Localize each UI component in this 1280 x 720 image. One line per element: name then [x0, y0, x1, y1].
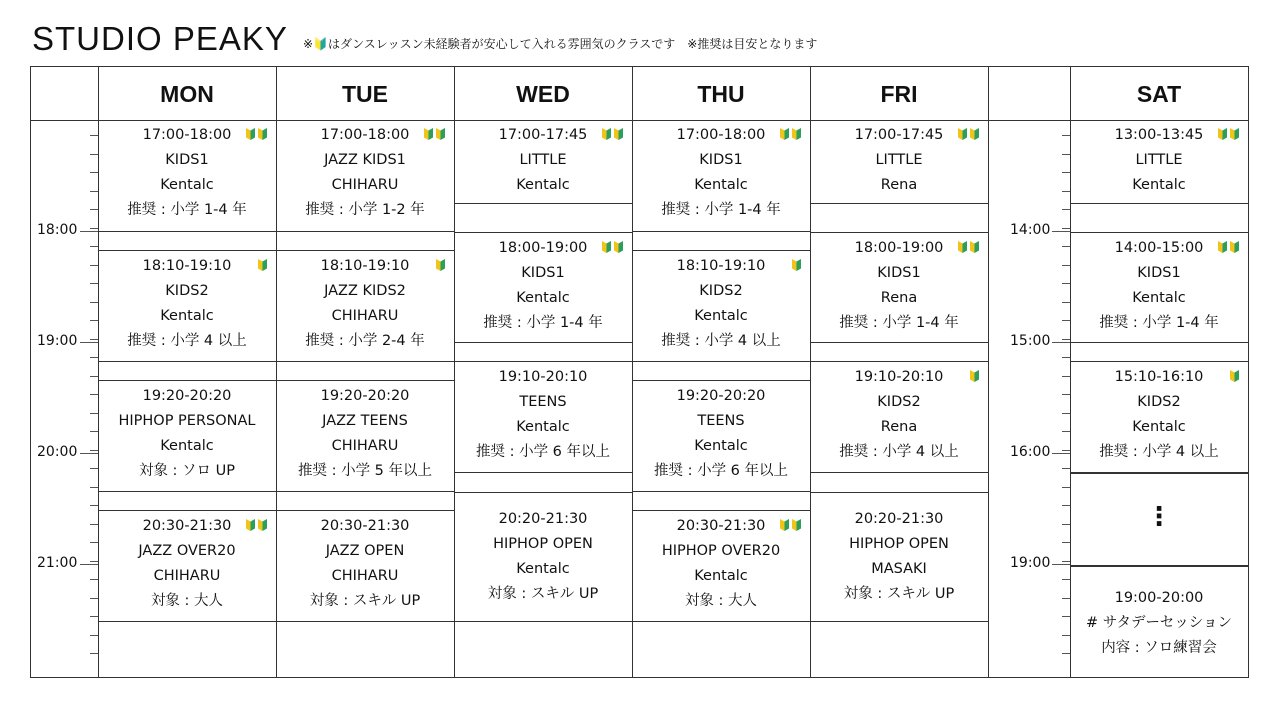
beginner-marks: [1217, 240, 1240, 254]
class-note: 推奨 : 小学 4 以上: [839, 444, 959, 460]
beginner-mark-icon: [779, 127, 790, 141]
class-note: 推奨 : 小学 6 年以上: [653, 463, 789, 479]
beginner-mark-icon: [791, 258, 802, 272]
time-tick: [1062, 505, 1070, 506]
beginner-mark-icon: [969, 240, 980, 254]
class-cell[interactable]: [276, 380, 454, 492]
class-note: 推奨 : 小学 2-4 年: [305, 333, 425, 349]
class-time: 19:10-20:10: [854, 369, 944, 385]
class-name: LITTLE: [875, 152, 923, 168]
time-tick: [1062, 357, 1070, 358]
class-note: 対象 : 大人: [684, 593, 758, 609]
beginner-marks: [601, 240, 624, 254]
time-tick: [1062, 635, 1070, 636]
beginner-marks: [1229, 369, 1240, 383]
time-tick: [1062, 154, 1070, 155]
beginner-marks: [423, 127, 446, 141]
time-tick: [1062, 598, 1070, 599]
time-tick: [1062, 468, 1070, 469]
class-name: KIDS2: [877, 394, 921, 410]
time-tick: [1062, 616, 1070, 617]
beginner-mark-icon: [423, 127, 434, 141]
class-instructor: Kentalc: [694, 177, 748, 193]
class-name: HIPHOP OPEN: [493, 536, 593, 552]
class-name: KIDS2: [1137, 394, 1181, 410]
time-tick: [1062, 339, 1070, 340]
time-tick: [1062, 265, 1070, 266]
class-name: HIPHOP OVER20: [661, 543, 781, 559]
class-name: JAZZ TEENS: [322, 413, 408, 429]
time-tick: [90, 524, 98, 525]
class-cell[interactable]: [810, 492, 988, 622]
class-time: 18:10-19:10: [142, 258, 232, 274]
class-cell[interactable]: [454, 120, 632, 204]
beginner-mark-icon: [1217, 127, 1228, 141]
time-tick: [90, 561, 98, 562]
beginner-marks: [245, 518, 268, 532]
class-cell[interactable]: [454, 492, 632, 622]
time-tick: [1062, 209, 1070, 210]
class-name: HIPHOP OPEN: [849, 536, 949, 552]
time-tick: [90, 616, 98, 617]
time-tick-major: [80, 231, 98, 232]
beginner-marks: [779, 127, 802, 141]
continuation-dots: ⋮: [1146, 502, 1172, 532]
class-name: JAZZ OVER20: [138, 543, 236, 559]
beginner-marks: [245, 127, 268, 141]
class-instructor: 内容 : ソロ練習会: [1101, 640, 1217, 656]
class-note: 推奨 : 小学 1-4 年: [661, 202, 781, 218]
class-cell[interactable]: [98, 380, 276, 492]
beginner-mark-icon: [957, 127, 968, 141]
class-note: 対象 : スキル UP: [487, 586, 599, 602]
day-header-tue: TUE: [342, 80, 388, 107]
class-name: LITTLE: [1135, 152, 1183, 168]
class-note: 対象 : ソロ UP: [138, 463, 236, 479]
class-note: 推奨 : 小学 1-4 年: [1099, 315, 1219, 331]
beginner-mark-icon: [245, 127, 256, 141]
time-label: 21:00: [37, 555, 78, 571]
class-time: 17:00-18:00: [142, 127, 232, 143]
time-tick: [90, 228, 98, 229]
class-instructor: Kentalc: [1132, 419, 1186, 435]
class-instructor: Kentalc: [160, 308, 214, 324]
class-instructor: Rena: [880, 290, 918, 306]
beginner-marks: [601, 127, 624, 141]
class-time: 20:20-21:30: [854, 511, 944, 527]
class-cell[interactable]: [1070, 473, 1248, 566]
class-instructor: CHIHARU: [331, 308, 399, 324]
class-time: 18:10-19:10: [320, 258, 410, 274]
class-cell[interactable]: [276, 250, 454, 362]
header-note: ※🔰はダンスレッスン未経験者が安心して入れる雰囲気のクラスです ※推奨は目安となります: [303, 37, 818, 51]
class-note: 対象 : スキル UP: [309, 593, 421, 609]
class-instructor: Kentalc: [1132, 177, 1186, 193]
time-label: 16:00: [1010, 444, 1051, 460]
class-cell[interactable]: [1070, 361, 1248, 473]
time-tick-major: [80, 564, 98, 565]
studio-title: STUDIO PEAKY: [32, 20, 288, 57]
time-tick: [1062, 579, 1070, 580]
time-tick-major: [1052, 453, 1070, 454]
day-header-fri: FRI: [880, 80, 918, 107]
time-tick: [90, 357, 98, 358]
class-name: KIDS1: [877, 265, 921, 281]
class-cell[interactable]: [454, 232, 632, 343]
class-time: 14:00-15:00: [1114, 240, 1204, 256]
class-cell[interactable]: [632, 120, 810, 232]
beginner-marks: [969, 369, 980, 383]
time-tick: [1062, 653, 1070, 654]
time-tick: [90, 635, 98, 636]
time-label: 19:00: [37, 333, 78, 349]
class-instructor: Kentalc: [1132, 290, 1186, 306]
time-label: 14:00: [1010, 222, 1051, 238]
class-instructor: Kentalc: [694, 308, 748, 324]
beginner-marks: [435, 258, 446, 272]
beginner-marks: [257, 258, 268, 272]
beginner-mark-icon: [257, 127, 268, 141]
time-tick: [1062, 376, 1070, 377]
time-tick-major: [1052, 564, 1070, 565]
beginner-mark-icon: [1229, 240, 1240, 254]
time-tick: [90, 450, 98, 451]
class-time: 17:00-18:00: [320, 127, 410, 143]
time-tick: [90, 172, 98, 173]
class-note: 推奨 : 小学 4 以上: [127, 333, 247, 349]
time-tick: [90, 653, 98, 654]
class-note: 推奨 : 小学 4 以上: [661, 333, 781, 349]
time-tick: [90, 376, 98, 377]
time-tick: [1062, 561, 1070, 562]
time-tick: [1062, 487, 1070, 488]
class-cell[interactable]: [454, 361, 632, 473]
class-note: 対象 : 大人: [150, 593, 224, 609]
time-tick: [1062, 524, 1070, 525]
time-tick: [1062, 320, 1070, 321]
class-instructor: CHIHARU: [331, 438, 399, 454]
class-time: 20:30-21:30: [142, 518, 232, 534]
beginner-mark-icon: [613, 127, 624, 141]
class-cell[interactable]: [1070, 120, 1248, 204]
time-tick: [90, 191, 98, 192]
class-name: JAZZ OPEN: [325, 543, 405, 559]
class-time: 18:00-19:00: [854, 240, 944, 256]
class-cell[interactable]: [1070, 566, 1248, 677]
time-tick: [1062, 302, 1070, 303]
time-tick: [90, 579, 98, 580]
class-name: LITTLE: [519, 152, 567, 168]
class-cell[interactable]: [276, 120, 454, 232]
time-tick: [90, 505, 98, 506]
beginner-mark-icon: [791, 518, 802, 532]
time-tick-major: [80, 342, 98, 343]
class-instructor: MASAKI: [871, 561, 927, 577]
beginner-marks: [791, 258, 802, 272]
time-tick: [90, 431, 98, 432]
class-instructor: Kentalc: [516, 561, 570, 577]
class-cell[interactable]: [810, 232, 988, 343]
time-tick: [1062, 246, 1070, 247]
class-note: 推奨 : 小学 1-2 年: [305, 202, 425, 218]
beginner-mark-icon: [791, 127, 802, 141]
class-name: KIDS2: [699, 283, 743, 299]
class-cell[interactable]: [276, 510, 454, 622]
class-instructor: Rena: [880, 419, 918, 435]
beginner-mark-icon: [257, 258, 268, 272]
class-instructor: Kentalc: [694, 438, 748, 454]
time-tick: [90, 487, 98, 488]
class-cell[interactable]: [632, 510, 810, 622]
time-tick: [1062, 172, 1070, 173]
beginner-mark-icon: [435, 258, 446, 272]
class-time: 15:10-16:10: [1114, 369, 1204, 385]
class-name: JAZZ KIDS2: [324, 283, 406, 299]
class-cell[interactable]: [810, 361, 988, 473]
time-tick-major: [80, 453, 98, 454]
beginner-mark-icon: [1217, 240, 1228, 254]
time-tick: [1062, 191, 1070, 192]
class-instructor: Kentalc: [516, 419, 570, 435]
time-tick: [90, 154, 98, 155]
class-instructor: Kentalc: [516, 290, 570, 306]
class-time: 20:30-21:30: [676, 518, 766, 534]
class-instructor: CHIHARU: [331, 568, 399, 584]
class-time: 20:20-21:30: [498, 511, 588, 527]
class-note: 対象 : スキル UP: [843, 586, 955, 602]
class-time: 17:00-18:00: [676, 127, 766, 143]
time-tick: [90, 246, 98, 247]
time-tick: [1062, 413, 1070, 414]
day-header-wed: WED: [516, 80, 570, 107]
class-instructor: Rena: [880, 177, 918, 193]
time-tick: [90, 302, 98, 303]
class-instructor: Kentalc: [160, 438, 214, 454]
class-note: 推奨 : 小学 1-4 年: [483, 315, 603, 331]
class-cell[interactable]: [632, 250, 810, 362]
class-time: 19:20-20:20: [676, 388, 766, 404]
beginner-mark-icon: [957, 240, 968, 254]
time-tick: [1062, 450, 1070, 451]
class-cell[interactable]: [810, 120, 988, 204]
beginner-mark-icon: [257, 518, 268, 532]
class-note: 推奨 : 小学 1-4 年: [839, 315, 959, 331]
beginner-mark-icon: [969, 127, 980, 141]
beginner-mark-icon: [1229, 127, 1240, 141]
beginner-mark-icon: [1229, 369, 1240, 383]
beginner-mark-icon: [779, 518, 790, 532]
class-name: # サタデーセッション: [1086, 615, 1232, 631]
class-time: 19:20-20:20: [142, 388, 232, 404]
time-label: 19:00: [1010, 555, 1051, 571]
day-header-thu: THU: [697, 80, 745, 107]
time-tick: [90, 413, 98, 414]
time-tick: [1062, 542, 1070, 543]
class-cell[interactable]: [98, 250, 276, 362]
beginner-marks: [957, 240, 980, 254]
time-label: 18:00: [37, 222, 78, 238]
class-time: 20:30-21:30: [320, 518, 410, 534]
time-tick: [90, 283, 98, 284]
time-tick: [1062, 228, 1070, 229]
time-tick: [90, 468, 98, 469]
time-tick-major: [1052, 342, 1070, 343]
time-tick: [1062, 394, 1070, 395]
class-name: HIPHOP PERSONAL: [118, 413, 256, 429]
class-note: 推奨 : 小学 6 年以上: [475, 444, 611, 460]
day-header-sat: SAT: [1136, 80, 1182, 107]
time-tick: [90, 394, 98, 395]
beginner-mark-icon: [601, 127, 612, 141]
time-tick: [90, 209, 98, 210]
class-time: 18:10-19:10: [676, 258, 766, 274]
time-tick: [1062, 135, 1070, 136]
class-cell[interactable]: [98, 120, 276, 232]
time-tick: [1062, 431, 1070, 432]
class-name: TEENS: [519, 394, 567, 410]
class-time: 17:00-17:45: [498, 127, 588, 143]
time-tick: [90, 542, 98, 543]
class-time: 18:00-19:00: [498, 240, 588, 256]
class-cell[interactable]: [632, 380, 810, 492]
class-note: 推奨 : 小学 4 以上: [1099, 444, 1219, 460]
time-label: 20:00: [37, 444, 78, 460]
beginner-marks: [957, 127, 980, 141]
beginner-mark-icon: [601, 240, 612, 254]
class-time: 17:00-17:45: [854, 127, 944, 143]
time-tick: [90, 598, 98, 599]
class-name: KIDS1: [165, 152, 209, 168]
class-name: KIDS1: [1137, 265, 1181, 281]
class-instructor: CHIHARU: [331, 177, 399, 193]
time-tick: [90, 339, 98, 340]
class-instructor: Kentalc: [516, 177, 570, 193]
class-instructor: CHIHARU: [153, 568, 221, 584]
class-name: TEENS: [697, 413, 745, 429]
beginner-marks: [1217, 127, 1240, 141]
beginner-marks: [779, 518, 802, 532]
class-time: 19:00-20:00: [1114, 590, 1204, 606]
time-tick: [1062, 283, 1070, 284]
class-note: 推奨 : 小学 5 年以上: [297, 463, 433, 479]
beginner-mark-icon: [245, 518, 256, 532]
beginner-mark-icon: [435, 127, 446, 141]
class-cell[interactable]: [98, 510, 276, 622]
class-name: JAZZ KIDS1: [324, 152, 406, 168]
column-divider: [988, 66, 989, 677]
time-tick: [90, 135, 98, 136]
time-label: 15:00: [1010, 333, 1051, 349]
class-note: 推奨 : 小学 1-4 年: [127, 202, 247, 218]
class-instructor: Kentalc: [694, 568, 748, 584]
class-cell[interactable]: [1070, 232, 1248, 343]
class-name: KIDS1: [521, 265, 565, 281]
class-time: 19:10-20:10: [498, 369, 588, 385]
time-tick: [90, 265, 98, 266]
beginner-mark-icon: [613, 240, 624, 254]
time-tick-major: [1052, 231, 1070, 232]
beginner-mark-icon: [969, 369, 980, 383]
class-instructor: Kentalc: [160, 177, 214, 193]
class-time: 19:20-20:20: [320, 388, 410, 404]
time-tick: [90, 320, 98, 321]
class-time: 13:00-13:45: [1114, 127, 1204, 143]
day-header-mon: MON: [160, 80, 214, 107]
class-name: KIDS1: [699, 152, 743, 168]
class-name: KIDS2: [165, 283, 209, 299]
